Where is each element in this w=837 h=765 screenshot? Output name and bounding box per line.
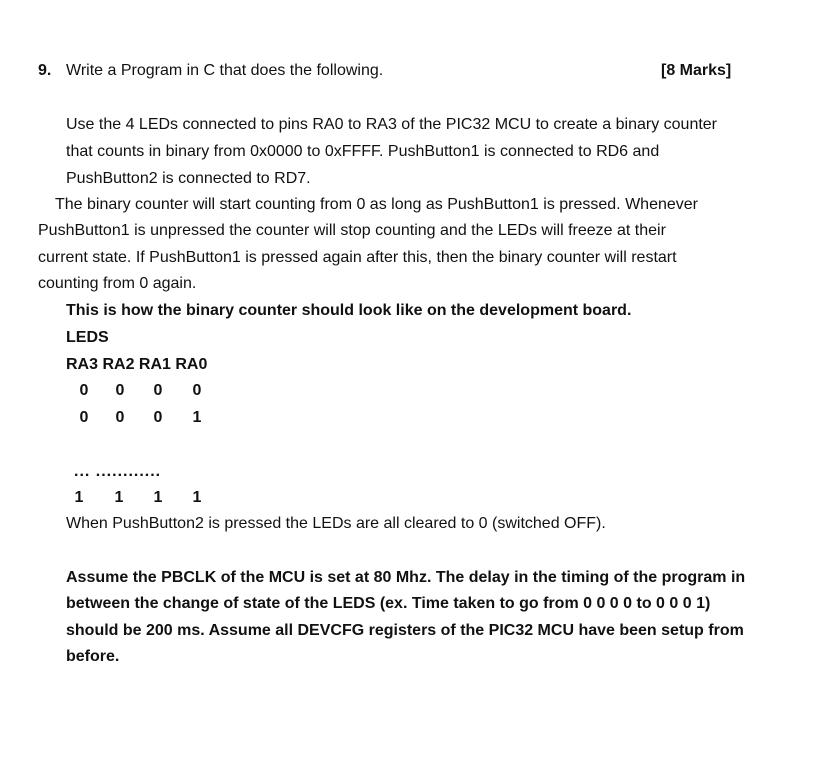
led-row2-ra3: 0 bbox=[79, 409, 89, 426]
led-row1-ra1: 0 bbox=[153, 382, 163, 399]
leds-label: LEDS bbox=[66, 329, 109, 346]
counter-ellipsis: ... ............ bbox=[74, 463, 162, 480]
question-number: 9. bbox=[38, 62, 52, 79]
paragraph2-line4: counting from 0 again. bbox=[38, 275, 197, 292]
led-row1-ra2: 0 bbox=[115, 382, 125, 399]
paragraph2-line3: current state. If PushButton1 is pressed again after this, then the binary counter will restart bbox=[38, 249, 677, 266]
paragraph1-line1: Use the 4 LEDs connected to pins RA0 to RA3 of the PIC32 MCU to create a binary counter bbox=[66, 116, 718, 133]
led-row2-ra1: 0 bbox=[153, 409, 163, 426]
pushbutton2-note: When PushButton2 is pressed the LEDs are all cleared to 0 (switched OFF). bbox=[66, 515, 606, 532]
led-last-ra0: 1 bbox=[192, 489, 202, 506]
board-intro: This is how the binary counter should look like on the development board. bbox=[66, 302, 632, 319]
led-row2-ra0: 1 bbox=[192, 409, 202, 426]
led-header: RA3 RA2 RA1 RA0 bbox=[66, 356, 208, 373]
paragraph3-line2: between the change of state of the LEDS (ex. Time taken to go from 0 0 0 0 to 0 0 0 1) bbox=[66, 595, 711, 612]
led-row2-ra2: 0 bbox=[115, 409, 125, 426]
led-last-ra1: 1 bbox=[153, 489, 163, 506]
paragraph2-line2: PushButton1 is unpressed the counter will stop counting and the LEDs will freeze at their bbox=[38, 222, 666, 239]
paragraph3-line4: before. bbox=[66, 648, 120, 665]
led-row1-ra3: 0 bbox=[79, 382, 89, 399]
paragraph1-line3: PushButton2 is connected to RD7. bbox=[66, 170, 311, 187]
led-row1-ra0: 0 bbox=[192, 382, 202, 399]
paragraph3-line3: should be 200 ms. Assume all DEVCFG registers of the PIC32 MCU have been setup from bbox=[66, 622, 744, 639]
paragraph1-line2: that counts in binary from 0x0000 to 0xFFFF. PushButton1 is connected to RD6 and bbox=[66, 143, 660, 160]
question-marks: [8 Marks] bbox=[661, 62, 732, 79]
led-last-ra2: 1 bbox=[114, 489, 124, 506]
led-last-ra3: 1 bbox=[74, 489, 84, 506]
question-title: Write a Program in C that does the following. bbox=[66, 62, 384, 79]
paragraph2-line1: The binary counter will start counting from 0 as long as PushButton1 is pressed. Whenever bbox=[55, 196, 698, 213]
paragraph3-line1: Assume the PBCLK of the MCU is set at 80 Mhz. The delay in the timing of the program in bbox=[66, 569, 746, 586]
